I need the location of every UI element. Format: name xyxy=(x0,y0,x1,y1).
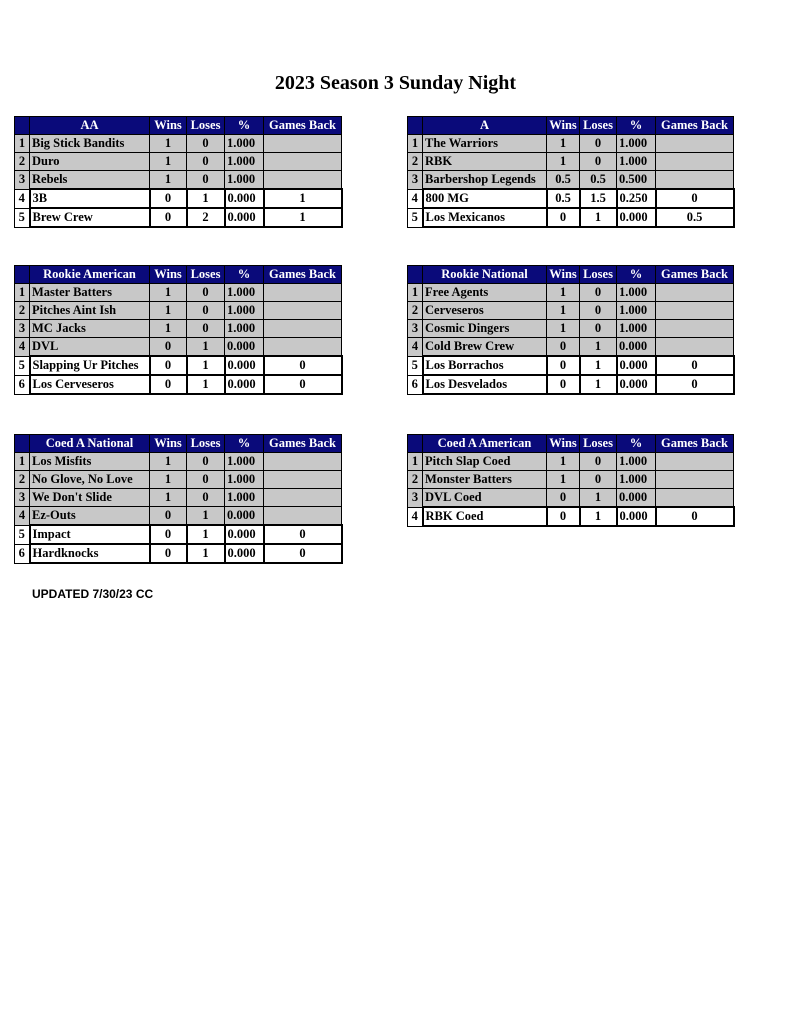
table-row xyxy=(15,471,342,489)
loses-cell: 0 xyxy=(187,135,225,153)
rank-cell: 2 xyxy=(15,153,30,171)
gb-cell xyxy=(264,471,342,489)
wins-cell: 1 xyxy=(150,453,187,471)
wins-cell: 1 xyxy=(547,135,580,153)
rank-cell: 4 xyxy=(15,189,30,208)
page-title: 2023 Season 3 Sunday Night xyxy=(274,72,517,94)
loses-cell: 1 xyxy=(580,338,617,357)
column-header: Wins xyxy=(150,266,187,284)
rank-cell: 6 xyxy=(408,375,423,394)
rank-cell: 1 xyxy=(408,284,423,302)
pct-cell: 0.000 xyxy=(617,208,656,227)
gb-cell: 0 xyxy=(264,544,342,563)
team-name-cell: Cosmic Dingers xyxy=(423,320,547,338)
column-header: Games Back xyxy=(656,117,734,135)
gb-cell xyxy=(264,338,342,357)
rank-cell: 6 xyxy=(15,544,30,563)
gb-cell xyxy=(656,135,734,153)
rank-cell: 4 xyxy=(15,338,30,357)
team-name-cell: Los Borrachos xyxy=(423,356,547,375)
table-header-row xyxy=(408,435,734,453)
standings-table-coed-a-american xyxy=(407,434,735,527)
pct-cell: 1.000 xyxy=(225,471,264,489)
wins-cell: 1 xyxy=(150,284,187,302)
gb-cell xyxy=(656,338,734,357)
gb-cell: 0 xyxy=(264,525,342,544)
gb-cell: 0 xyxy=(264,375,342,394)
table-row xyxy=(408,153,734,171)
team-name-cell: Master Batters xyxy=(30,284,150,302)
column-header: % xyxy=(617,435,656,453)
column-header: Wins xyxy=(150,117,187,135)
table-header-row xyxy=(15,435,342,453)
gb-cell xyxy=(656,153,734,171)
gb-cell xyxy=(264,320,342,338)
column-header: % xyxy=(225,117,264,135)
division-name: Rookie American xyxy=(30,266,150,284)
loses-cell: 0 xyxy=(187,302,225,320)
loses-cell: 0 xyxy=(187,153,225,171)
column-header: % xyxy=(617,117,656,135)
table-row xyxy=(15,189,342,208)
rank-cell: 3 xyxy=(408,171,423,190)
column-header: Loses xyxy=(187,117,225,135)
wins-cell: 1 xyxy=(547,153,580,171)
loses-cell: 0 xyxy=(580,153,617,171)
gb-cell: 0 xyxy=(656,375,734,394)
wins-cell: 1 xyxy=(150,302,187,320)
loses-cell: 0 xyxy=(187,489,225,507)
standings-table-coed-a-national xyxy=(14,434,343,564)
team-name-cell: Duro xyxy=(30,153,150,171)
table-row xyxy=(408,189,734,208)
column-header: Wins xyxy=(150,435,187,453)
rank-cell: 4 xyxy=(408,338,423,357)
wins-cell: 0.5 xyxy=(547,189,580,208)
pct-cell: 1.000 xyxy=(225,171,264,190)
team-name-cell: RBK xyxy=(423,153,547,171)
column-header: Loses xyxy=(580,117,617,135)
pct-cell: 1.000 xyxy=(617,302,656,320)
loses-cell: 0 xyxy=(580,135,617,153)
loses-cell: 1 xyxy=(580,356,617,375)
gb-cell: 0 xyxy=(656,507,734,526)
loses-cell: 0 xyxy=(580,453,617,471)
gb-cell xyxy=(656,320,734,338)
gb-cell: 1 xyxy=(264,208,342,227)
standings-table-rookie-american xyxy=(14,265,343,395)
rank-cell: 3 xyxy=(15,320,30,338)
team-name-cell: Cold Brew Crew xyxy=(423,338,547,357)
rank-header xyxy=(15,117,30,135)
loses-cell: 1 xyxy=(187,375,225,394)
table-row xyxy=(408,284,734,302)
pct-cell: 0.250 xyxy=(617,189,656,208)
team-name-cell: Los Misfits xyxy=(30,453,150,471)
gb-cell xyxy=(656,489,734,508)
pct-cell: 1.000 xyxy=(225,453,264,471)
wins-cell: 0 xyxy=(150,525,187,544)
wins-cell: 0 xyxy=(547,489,580,508)
division-name: Rookie National xyxy=(423,266,547,284)
pct-cell: 0.000 xyxy=(225,507,264,526)
column-header: % xyxy=(225,266,264,284)
standings-table-aa xyxy=(14,116,343,228)
loses-cell: 0 xyxy=(580,471,617,489)
pct-cell: 0.000 xyxy=(617,338,656,357)
table-row xyxy=(408,135,734,153)
table-header-row xyxy=(408,117,734,135)
wins-cell: 0 xyxy=(150,507,187,526)
team-name-cell: Barbershop Legends xyxy=(423,171,547,190)
table-header-row xyxy=(15,266,342,284)
wins-cell: 1 xyxy=(150,471,187,489)
gb-cell xyxy=(656,302,734,320)
team-name-cell: MC Jacks xyxy=(30,320,150,338)
pct-cell: 1.000 xyxy=(617,153,656,171)
column-header: % xyxy=(225,435,264,453)
gb-cell: 0 xyxy=(656,356,734,375)
loses-cell: 0 xyxy=(580,320,617,338)
wins-cell: 1 xyxy=(547,471,580,489)
table-row xyxy=(15,375,342,394)
column-header: Games Back xyxy=(264,266,342,284)
division-name: Coed A National xyxy=(30,435,150,453)
rank-cell: 2 xyxy=(15,302,30,320)
table-row xyxy=(408,356,734,375)
pct-cell: 0.000 xyxy=(617,375,656,394)
rank-cell: 4 xyxy=(15,507,30,526)
gb-cell xyxy=(264,489,342,507)
column-header: Loses xyxy=(580,266,617,284)
pct-cell: 1.000 xyxy=(225,320,264,338)
wins-cell: 0 xyxy=(150,544,187,563)
wins-cell: 0 xyxy=(547,338,580,357)
loses-cell: 1 xyxy=(580,507,617,526)
wins-cell: 1 xyxy=(547,284,580,302)
team-name-cell: Rebels xyxy=(30,171,150,190)
gb-cell xyxy=(656,171,734,190)
rank-cell: 2 xyxy=(408,302,423,320)
table-row xyxy=(408,489,734,508)
wins-cell: 0 xyxy=(547,356,580,375)
loses-cell: 0 xyxy=(187,171,225,190)
pct-cell: 0.000 xyxy=(617,356,656,375)
rank-cell: 5 xyxy=(15,356,30,375)
wins-cell: 0 xyxy=(150,356,187,375)
table-row xyxy=(15,171,342,190)
rank-cell: 2 xyxy=(15,471,30,489)
rank-header xyxy=(408,117,423,135)
team-name-cell: RBK Coed xyxy=(423,507,547,526)
table-header-row xyxy=(15,117,342,135)
pct-cell: 0.000 xyxy=(225,525,264,544)
rank-cell: 1 xyxy=(15,284,30,302)
gb-cell xyxy=(264,302,342,320)
team-name-cell: Ez-Outs xyxy=(30,507,150,526)
team-name-cell: Free Agents xyxy=(423,284,547,302)
gb-cell xyxy=(264,171,342,190)
pct-cell: 1.000 xyxy=(225,135,264,153)
table-row xyxy=(15,507,342,526)
rank-cell: 5 xyxy=(408,208,423,227)
pct-cell: 1.000 xyxy=(225,302,264,320)
team-name-cell: Big Stick Bandits xyxy=(30,135,150,153)
rank-cell: 1 xyxy=(15,453,30,471)
column-header: Loses xyxy=(187,266,225,284)
rank-cell: 2 xyxy=(408,471,423,489)
table-row xyxy=(15,208,342,227)
team-name-cell: Impact xyxy=(30,525,150,544)
pct-cell: 0.000 xyxy=(225,544,264,563)
table-row xyxy=(408,320,734,338)
team-name-cell: 800 MG xyxy=(423,189,547,208)
team-name-cell: 3B xyxy=(30,189,150,208)
team-name-cell: We Don't Slide xyxy=(30,489,150,507)
column-header: % xyxy=(617,266,656,284)
wins-cell: 1 xyxy=(547,320,580,338)
wins-cell: 1 xyxy=(150,320,187,338)
wins-cell: 1 xyxy=(150,171,187,190)
pct-cell: 1.000 xyxy=(225,489,264,507)
pct-cell: 0.000 xyxy=(617,507,656,526)
team-name-cell: Los Cerveseros xyxy=(30,375,150,394)
table-row xyxy=(408,338,734,357)
loses-cell: 1 xyxy=(187,189,225,208)
pct-cell: 0.500 xyxy=(617,171,656,190)
wins-cell: 0 xyxy=(150,375,187,394)
team-name-cell: Los Mexicanos xyxy=(423,208,547,227)
division-name: AA xyxy=(30,117,150,135)
rank-cell: 5 xyxy=(15,208,30,227)
table-row xyxy=(15,453,342,471)
table-row xyxy=(408,453,734,471)
rank-header xyxy=(15,266,30,284)
pct-cell: 1.000 xyxy=(225,153,264,171)
rank-cell: 3 xyxy=(15,171,30,190)
loses-cell: 2 xyxy=(187,208,225,227)
pct-cell: 0.000 xyxy=(617,489,656,508)
table-row xyxy=(408,471,734,489)
table-row xyxy=(408,302,734,320)
gb-cell xyxy=(264,507,342,526)
gb-cell xyxy=(264,153,342,171)
team-name-cell: DVL xyxy=(30,338,150,357)
column-header: Loses xyxy=(187,435,225,453)
rank-cell: 1 xyxy=(408,453,423,471)
gb-cell xyxy=(656,284,734,302)
loses-cell: 0 xyxy=(187,284,225,302)
column-header: Loses xyxy=(580,435,617,453)
rank-header xyxy=(408,435,423,453)
loses-cell: 1 xyxy=(580,375,617,394)
team-name-cell: Brew Crew xyxy=(30,208,150,227)
division-name: Coed A American xyxy=(423,435,547,453)
loses-cell: 0 xyxy=(187,453,225,471)
loses-cell: 0 xyxy=(580,302,617,320)
team-name-cell: Slapping Ur Pitches xyxy=(30,356,150,375)
loses-cell: 0 xyxy=(187,320,225,338)
table-row xyxy=(15,489,342,507)
wins-cell: 0 xyxy=(150,189,187,208)
table-row xyxy=(15,284,342,302)
team-name-cell: Pitches Aint Ish xyxy=(30,302,150,320)
gb-cell: 0 xyxy=(656,189,734,208)
table-row xyxy=(15,153,342,171)
pct-cell: 0.000 xyxy=(225,338,264,357)
loses-cell: 0 xyxy=(580,284,617,302)
pct-cell: 1.000 xyxy=(617,135,656,153)
team-name-cell: Hardknocks xyxy=(30,544,150,563)
pct-cell: 0.000 xyxy=(225,356,264,375)
rank-cell: 6 xyxy=(15,375,30,394)
rank-cell: 3 xyxy=(408,489,423,508)
team-name-cell: The Warriors xyxy=(423,135,547,153)
wins-cell: 0 xyxy=(150,208,187,227)
wins-cell: 0 xyxy=(150,338,187,357)
rank-cell: 1 xyxy=(408,135,423,153)
loses-cell: 1 xyxy=(580,489,617,508)
rank-cell: 3 xyxy=(15,489,30,507)
wins-cell: 1 xyxy=(547,302,580,320)
loses-cell: 1 xyxy=(187,525,225,544)
team-name-cell: Pitch Slap Coed xyxy=(423,453,547,471)
team-name-cell: No Glove, No Love xyxy=(30,471,150,489)
loses-cell: 1.5 xyxy=(580,189,617,208)
column-header: Wins xyxy=(547,266,580,284)
pct-cell: 1.000 xyxy=(617,471,656,489)
table-row xyxy=(15,338,342,357)
team-name-cell: Los Desvelados xyxy=(423,375,547,394)
gb-cell xyxy=(656,471,734,489)
table-row xyxy=(15,302,342,320)
wins-cell: 1 xyxy=(150,489,187,507)
pct-cell: 0.000 xyxy=(225,208,264,227)
column-header: Games Back xyxy=(264,435,342,453)
pct-cell: 1.000 xyxy=(617,284,656,302)
table-row xyxy=(408,171,734,190)
gb-cell: 1 xyxy=(264,189,342,208)
team-name-cell: Cerveseros xyxy=(423,302,547,320)
wins-cell: 0.5 xyxy=(547,171,580,190)
wins-cell: 1 xyxy=(150,135,187,153)
rank-header xyxy=(15,435,30,453)
column-header: Games Back xyxy=(264,117,342,135)
table-row xyxy=(408,507,734,526)
rank-cell: 5 xyxy=(15,525,30,544)
table-row xyxy=(15,320,342,338)
gb-cell xyxy=(656,453,734,471)
column-header: Games Back xyxy=(656,266,734,284)
gb-cell xyxy=(264,453,342,471)
rank-cell: 5 xyxy=(408,356,423,375)
loses-cell: 1 xyxy=(187,507,225,526)
standings-table-rookie-national xyxy=(407,265,735,395)
table-row xyxy=(15,525,342,544)
team-name-cell: Monster Batters xyxy=(423,471,547,489)
updated-note: UPDATED 7/30/23 CC xyxy=(32,587,154,601)
pct-cell: 1.000 xyxy=(617,453,656,471)
column-header: Games Back xyxy=(656,435,734,453)
rank-cell: 2 xyxy=(408,153,423,171)
pct-cell: 0.000 xyxy=(225,375,264,394)
pct-cell: 1.000 xyxy=(617,320,656,338)
pct-cell: 0.000 xyxy=(225,189,264,208)
team-name-cell: DVL Coed xyxy=(423,489,547,508)
loses-cell: 1 xyxy=(187,338,225,357)
standings-table-a xyxy=(407,116,735,228)
division-name: A xyxy=(423,117,547,135)
gb-cell: 0 xyxy=(264,356,342,375)
loses-cell: 0 xyxy=(187,471,225,489)
wins-cell: 0 xyxy=(547,507,580,526)
wins-cell: 1 xyxy=(150,153,187,171)
loses-cell: 1 xyxy=(187,356,225,375)
rank-cell: 3 xyxy=(408,320,423,338)
table-row xyxy=(15,135,342,153)
gb-cell xyxy=(264,135,342,153)
loses-cell: 0.5 xyxy=(580,171,617,190)
rank-cell: 4 xyxy=(408,189,423,208)
table-row xyxy=(408,208,734,227)
rank-cell: 1 xyxy=(15,135,30,153)
gb-cell: 0.5 xyxy=(656,208,734,227)
wins-cell: 0 xyxy=(547,375,580,394)
loses-cell: 1 xyxy=(187,544,225,563)
table-header-row xyxy=(408,266,734,284)
gb-cell xyxy=(264,284,342,302)
column-header: Wins xyxy=(547,435,580,453)
table-row xyxy=(408,375,734,394)
pct-cell: 1.000 xyxy=(225,284,264,302)
table-row xyxy=(15,356,342,375)
table-row xyxy=(15,544,342,563)
wins-cell: 1 xyxy=(547,453,580,471)
loses-cell: 1 xyxy=(580,208,617,227)
rank-cell: 4 xyxy=(408,507,423,526)
column-header: Wins xyxy=(547,117,580,135)
wins-cell: 0 xyxy=(547,208,580,227)
rank-header xyxy=(408,266,423,284)
